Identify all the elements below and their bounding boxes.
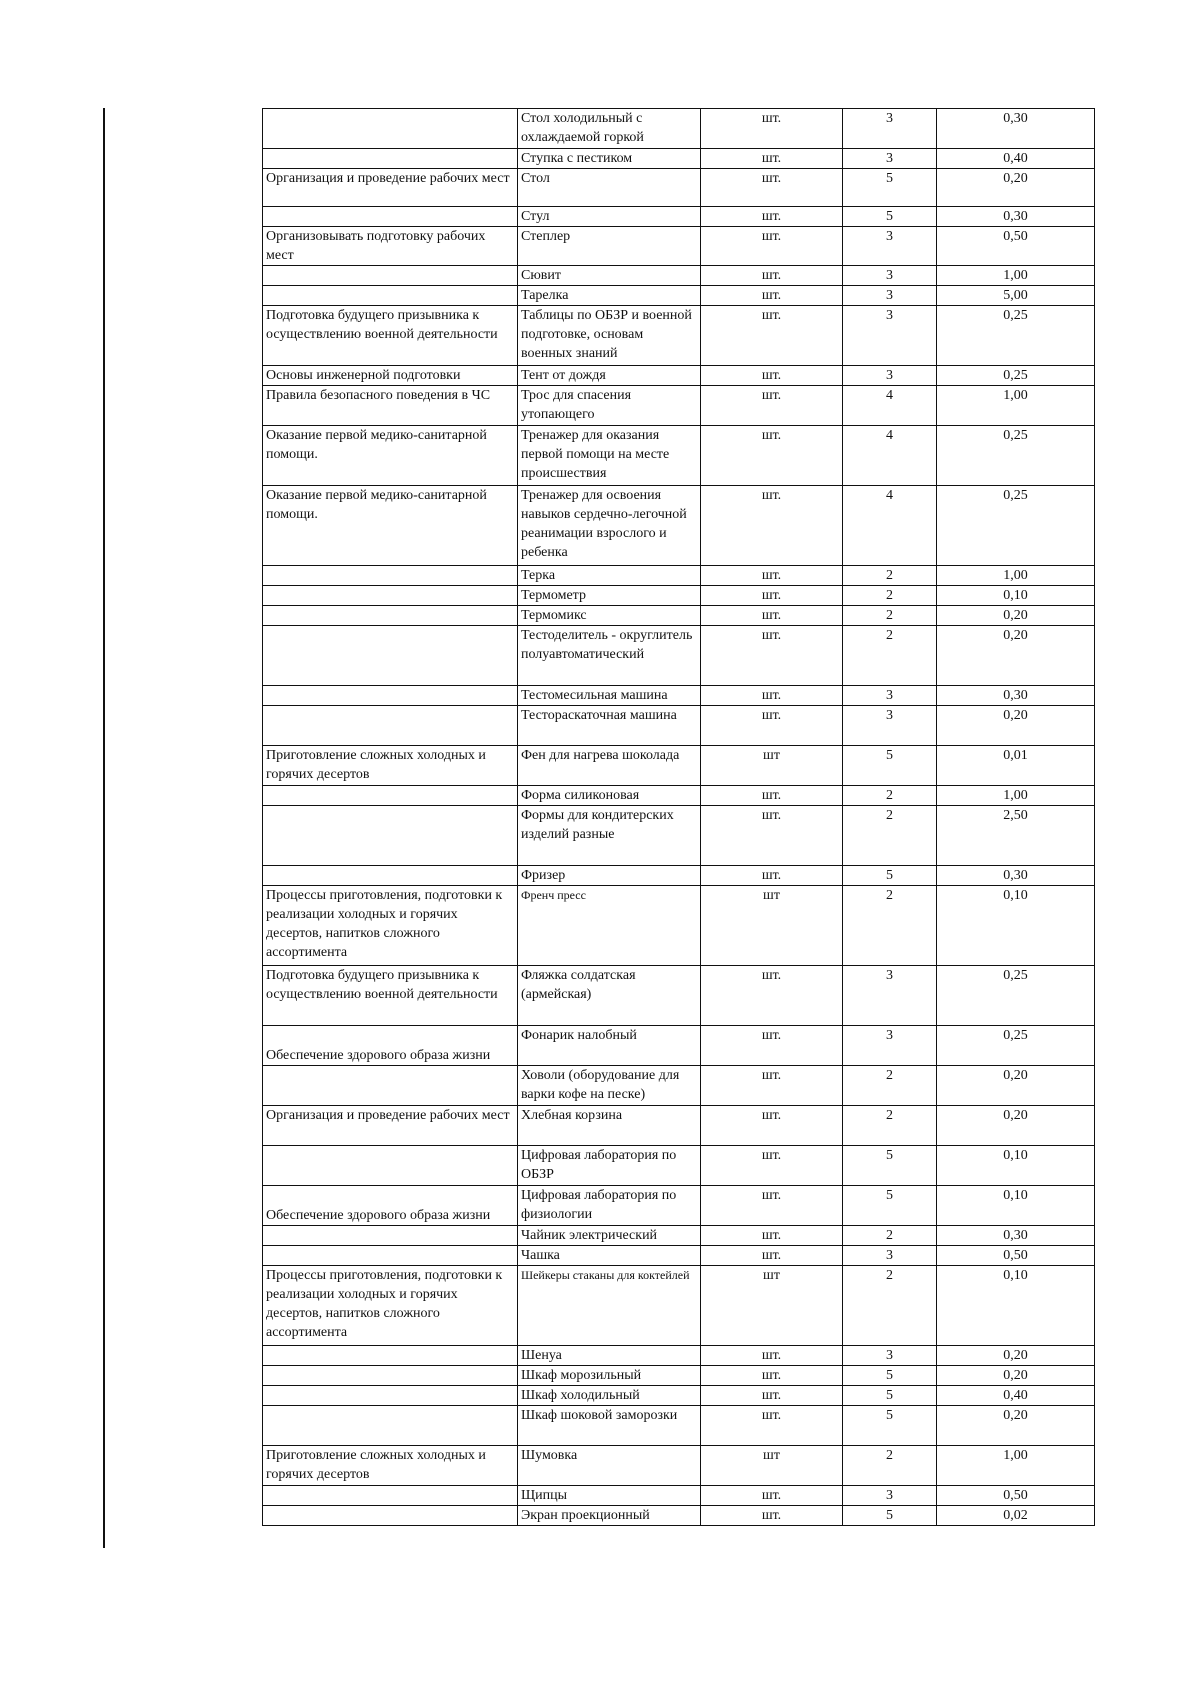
item-name-cell: Хлебная корзина: [518, 1106, 701, 1146]
activity-cell: Оказание первой медико-санитарной помощи.: [263, 486, 518, 566]
table-row: [263, 109, 1095, 149]
activity-cell: [263, 1406, 518, 1446]
rate-cell: 0,25: [937, 366, 1095, 386]
activity-cell: Обеспечение здорового образа жизни: [263, 1186, 518, 1226]
unit-cell: шт.: [701, 109, 843, 149]
table-row: [263, 586, 1095, 606]
rate-cell: 0,20: [937, 1106, 1095, 1146]
activity-cell: [263, 1066, 518, 1106]
table-row: [263, 1066, 1095, 1106]
quantity-cell: 3: [843, 366, 937, 386]
item-name-cell: Стул: [518, 207, 701, 227]
unit-cell: шт.: [701, 1106, 843, 1146]
rate-cell: 1,00: [937, 386, 1095, 426]
quantity-cell: 3: [843, 227, 937, 266]
item-name-cell: Шейкеры стаканы для коктейлей: [518, 1266, 701, 1346]
activity-cell: [263, 109, 518, 149]
item-name-cell: Цифровая лаборатория по физиологии: [518, 1186, 701, 1226]
table-row: [263, 1026, 1095, 1066]
unit-cell: шт.: [701, 1246, 843, 1266]
activity-cell: [263, 786, 518, 806]
unit-cell: шт.: [701, 227, 843, 266]
table-row: [263, 886, 1095, 966]
table-row: [263, 1406, 1095, 1446]
activity-cell: Обеспечение здорового образа жизни: [263, 1026, 518, 1066]
quantity-cell: 3: [843, 286, 937, 306]
unit-cell: шт.: [701, 1366, 843, 1386]
left-margin-rule: [103, 108, 105, 1548]
unit-cell: шт.: [701, 786, 843, 806]
quantity-cell: 2: [843, 886, 937, 966]
item-name-cell: Шкаф холодильный: [518, 1386, 701, 1406]
quantity-cell: 3: [843, 966, 937, 1026]
table-row: [263, 286, 1095, 306]
table-row: [263, 686, 1095, 706]
activity-cell: [263, 806, 518, 866]
item-name-cell: Термометр: [518, 586, 701, 606]
unit-cell: шт.: [701, 626, 843, 686]
rate-cell: 0,20: [937, 706, 1095, 746]
item-name-cell: Тренажер для оказания первой помощи на месте происшествия: [518, 426, 701, 486]
item-name-cell: Терка: [518, 566, 701, 586]
item-name-cell: Шенуа: [518, 1346, 701, 1366]
item-name-cell: Тарелка: [518, 286, 701, 306]
unit-cell: шт.: [701, 806, 843, 866]
item-name-cell: Щипцы: [518, 1486, 701, 1506]
unit-cell: шт.: [701, 706, 843, 746]
activity-cell: [263, 1226, 518, 1246]
rate-cell: 1,00: [937, 266, 1095, 286]
rate-cell: 1,00: [937, 1446, 1095, 1486]
activity-cell: Правила безопасного поведения в ЧС: [263, 386, 518, 426]
table-row: [263, 169, 1095, 207]
activity-cell: Оказание первой медико-санитарной помощи.: [263, 426, 518, 486]
rate-cell: 0,30: [937, 866, 1095, 886]
quantity-cell: 4: [843, 386, 937, 426]
table-row: [263, 566, 1095, 586]
unit-cell: шт.: [701, 149, 843, 169]
quantity-cell: 2: [843, 566, 937, 586]
table-row: [263, 1186, 1095, 1226]
unit-cell: шт.: [701, 1026, 843, 1066]
rate-cell: 0,20: [937, 626, 1095, 686]
rate-cell: 0,10: [937, 586, 1095, 606]
unit-cell: шт.: [701, 1146, 843, 1186]
quantity-cell: 5: [843, 1366, 937, 1386]
table-row: [263, 426, 1095, 486]
item-name-cell: Ховоли (оборудование для варки кофе на песке): [518, 1066, 701, 1106]
quantity-cell: 5: [843, 866, 937, 886]
activity-cell: [263, 1506, 518, 1526]
quantity-cell: 3: [843, 706, 937, 746]
table-row: [263, 786, 1095, 806]
rate-cell: 0,25: [937, 426, 1095, 486]
table-row: [263, 149, 1095, 169]
item-name-cell: Шкаф шоковой заморозки: [518, 1406, 701, 1446]
rate-cell: 0,20: [937, 606, 1095, 626]
item-name-cell: Цифровая лаборатория по ОБЗР: [518, 1146, 701, 1186]
activity-cell: [263, 866, 518, 886]
activity-cell: Основы инженерной подготовки: [263, 366, 518, 386]
activity-cell: [263, 149, 518, 169]
item-name-cell: Шкаф морозильный: [518, 1366, 701, 1386]
item-name-cell: Шумовка: [518, 1446, 701, 1486]
item-name-cell: Тестоделитель - округлитель полуавтоматический: [518, 626, 701, 686]
activity-cell: Приготовление сложных холодных и горячих десертов: [263, 1446, 518, 1486]
rate-cell: 0,30: [937, 207, 1095, 227]
quantity-cell: 2: [843, 1446, 937, 1486]
activity-cell: [263, 1386, 518, 1406]
table-row: [263, 306, 1095, 366]
item-name-cell: Таблицы по ОБЗР и военной подготовке, основам военных знаний: [518, 306, 701, 366]
rate-cell: 0,25: [937, 1026, 1095, 1066]
unit-cell: шт.: [701, 966, 843, 1026]
quantity-cell: 3: [843, 306, 937, 366]
activity-cell: Подготовка будущего призывника к осуществлению военной деятельности: [263, 306, 518, 366]
rate-cell: 0,10: [937, 1146, 1095, 1186]
item-name-cell: Тестораскаточная машина: [518, 706, 701, 746]
table-row: [263, 1486, 1095, 1506]
unit-cell: шт.: [701, 1486, 843, 1506]
unit-cell: шт.: [701, 366, 843, 386]
rate-cell: 1,00: [937, 786, 1095, 806]
activity-cell: Приготовление сложных холодных и горячих десертов: [263, 746, 518, 786]
item-name-cell: Фен для нагрева шоколада: [518, 746, 701, 786]
quantity-cell: 3: [843, 149, 937, 169]
rate-cell: 0,02: [937, 1506, 1095, 1526]
rate-cell: 1,00: [937, 566, 1095, 586]
table-row: [263, 207, 1095, 227]
table-row: [263, 1226, 1095, 1246]
unit-cell: шт.: [701, 1406, 843, 1446]
item-name-cell: Стол: [518, 169, 701, 207]
quantity-cell: 3: [843, 1346, 937, 1366]
equipment-table: [262, 108, 1095, 1526]
item-name-cell: Тестомесильная машина: [518, 686, 701, 706]
quantity-cell: 5: [843, 1146, 937, 1186]
table-row: [263, 1366, 1095, 1386]
quantity-cell: 3: [843, 1026, 937, 1066]
unit-cell: шт: [701, 1446, 843, 1486]
quantity-cell: 5: [843, 1186, 937, 1226]
rate-cell: 5,00: [937, 286, 1095, 306]
quantity-cell: 5: [843, 1506, 937, 1526]
table-row: [263, 1246, 1095, 1266]
rate-cell: 0,30: [937, 109, 1095, 149]
rate-cell: 0,10: [937, 1266, 1095, 1346]
rate-cell: 0,30: [937, 1226, 1095, 1246]
rate-cell: 0,25: [937, 306, 1095, 366]
quantity-cell: 2: [843, 1066, 937, 1106]
activity-cell: [263, 1346, 518, 1366]
quantity-cell: 2: [843, 1226, 937, 1246]
item-name-cell: Формы для кондитерских изделий разные: [518, 806, 701, 866]
table-row: [263, 386, 1095, 426]
table-row: [263, 606, 1095, 626]
rate-cell: 0,50: [937, 227, 1095, 266]
rate-cell: 0,20: [937, 1366, 1095, 1386]
rate-cell: 0,20: [937, 1346, 1095, 1366]
quantity-cell: 2: [843, 1266, 937, 1346]
unit-cell: шт: [701, 886, 843, 966]
table-row: [263, 706, 1095, 746]
unit-cell: шт.: [701, 426, 843, 486]
quantity-cell: 4: [843, 426, 937, 486]
activity-cell: Организация и проведение рабочих мест: [263, 169, 518, 207]
activity-cell: [263, 286, 518, 306]
quantity-cell: 3: [843, 1486, 937, 1506]
table-row: [263, 227, 1095, 266]
item-name-cell: Форма силиконовая: [518, 786, 701, 806]
quantity-cell: 5: [843, 746, 937, 786]
rate-cell: 0,01: [937, 746, 1095, 786]
rate-cell: 0,40: [937, 149, 1095, 169]
quantity-cell: 2: [843, 806, 937, 866]
rate-cell: 0,30: [937, 686, 1095, 706]
unit-cell: шт.: [701, 306, 843, 366]
unit-cell: шт.: [701, 286, 843, 306]
unit-cell: шт.: [701, 486, 843, 566]
item-name-cell: Чайник электрический: [518, 1226, 701, 1246]
activity-cell: [263, 266, 518, 286]
activity-cell: [263, 1146, 518, 1186]
rate-cell: 0,20: [937, 169, 1095, 207]
rate-cell: 0,20: [937, 1066, 1095, 1106]
activity-cell: [263, 1486, 518, 1506]
item-name-cell: Чашка: [518, 1246, 701, 1266]
table-row: [263, 806, 1095, 866]
rate-cell: 0,40: [937, 1386, 1095, 1406]
table-row: [263, 266, 1095, 286]
table-row: [263, 1146, 1095, 1186]
equipment-table-body: [263, 109, 1095, 1526]
item-name-cell: Фонарик налобный: [518, 1026, 701, 1066]
unit-cell: шт.: [701, 207, 843, 227]
quantity-cell: 5: [843, 1386, 937, 1406]
quantity-cell: 2: [843, 786, 937, 806]
item-name-cell: Трос для спасения утопающего: [518, 386, 701, 426]
table-row: [263, 1386, 1095, 1406]
unit-cell: шт.: [701, 386, 843, 426]
quantity-cell: 4: [843, 486, 937, 566]
activity-cell: Организация и проведение рабочих мест: [263, 1106, 518, 1146]
rate-cell: 0,25: [937, 966, 1095, 1026]
quantity-cell: 2: [843, 606, 937, 626]
unit-cell: шт.: [701, 1506, 843, 1526]
quantity-cell: 2: [843, 1106, 937, 1146]
unit-cell: шт.: [701, 686, 843, 706]
quantity-cell: 3: [843, 266, 937, 286]
item-name-cell: Стол холодильный с охлаждаемой горкой: [518, 109, 701, 149]
unit-cell: шт.: [701, 266, 843, 286]
rate-cell: 0,10: [937, 1186, 1095, 1226]
item-name-cell: Фризер: [518, 866, 701, 886]
activity-cell: [263, 586, 518, 606]
item-name-cell: Степлер: [518, 227, 701, 266]
activity-cell: Подготовка будущего призывника к осуществлению военной деятельности: [263, 966, 518, 1026]
quantity-cell: 3: [843, 109, 937, 149]
unit-cell: шт.: [701, 169, 843, 207]
table-row: [263, 626, 1095, 686]
rate-cell: 0,20: [937, 1406, 1095, 1446]
item-name-cell: Сювит: [518, 266, 701, 286]
table-row: [263, 966, 1095, 1026]
table-row: [263, 1506, 1095, 1526]
quantity-cell: 5: [843, 207, 937, 227]
rate-cell: 0,50: [937, 1486, 1095, 1506]
table-row: [263, 866, 1095, 886]
activity-cell: Процессы приготовления, подготовки к реализации холодных и горячих десертов, напитков сложного ассортимента: [263, 1266, 518, 1346]
table-row: [263, 1446, 1095, 1486]
unit-cell: шт.: [701, 1186, 843, 1226]
item-name-cell: Фляжка солдатская (армейская): [518, 966, 701, 1026]
unit-cell: шт: [701, 746, 843, 786]
activity-cell: [263, 566, 518, 586]
quantity-cell: 2: [843, 626, 937, 686]
quantity-cell: 3: [843, 1246, 937, 1266]
rate-cell: 0,10: [937, 886, 1095, 966]
activity-cell: Организовывать подготовку рабочих мест: [263, 227, 518, 266]
table-row: [263, 1346, 1095, 1366]
activity-cell: [263, 626, 518, 686]
table-row: [263, 486, 1095, 566]
item-name-cell: Ступка с пестиком: [518, 149, 701, 169]
unit-cell: шт.: [701, 1346, 843, 1366]
activity-cell: [263, 207, 518, 227]
quantity-cell: 3: [843, 686, 937, 706]
table-row: [263, 1106, 1095, 1146]
rate-cell: 0,25: [937, 486, 1095, 566]
unit-cell: шт.: [701, 586, 843, 606]
item-name-cell: Тренажер для освоения навыков сердечно-легочной реанимации взрослого и ребенка: [518, 486, 701, 566]
unit-cell: шт.: [701, 1386, 843, 1406]
quantity-cell: 5: [843, 1406, 937, 1446]
activity-cell: [263, 606, 518, 626]
unit-cell: шт.: [701, 566, 843, 586]
unit-cell: шт.: [701, 866, 843, 886]
table-row: [263, 746, 1095, 786]
rate-cell: 0,50: [937, 1246, 1095, 1266]
unit-cell: шт.: [701, 1066, 843, 1106]
unit-cell: шт.: [701, 606, 843, 626]
quantity-cell: 2: [843, 586, 937, 606]
activity-cell: [263, 1246, 518, 1266]
unit-cell: шт.: [701, 1226, 843, 1246]
item-name-cell: Термомикс: [518, 606, 701, 626]
table-row: [263, 1266, 1095, 1346]
activity-cell: [263, 1366, 518, 1386]
item-name-cell: Экран проекционный: [518, 1506, 701, 1526]
quantity-cell: 5: [843, 169, 937, 207]
activity-cell: Процессы приготовления, подготовки к реализации холодных и горячих десертов, напитков сложного ассортимента: [263, 886, 518, 966]
rate-cell: 2,50: [937, 806, 1095, 866]
activity-cell: [263, 686, 518, 706]
item-name-cell: Френч пресс: [518, 886, 701, 966]
unit-cell: шт: [701, 1266, 843, 1346]
activity-cell: [263, 706, 518, 746]
item-name-cell: Тент от дождя: [518, 366, 701, 386]
table-row: [263, 366, 1095, 386]
